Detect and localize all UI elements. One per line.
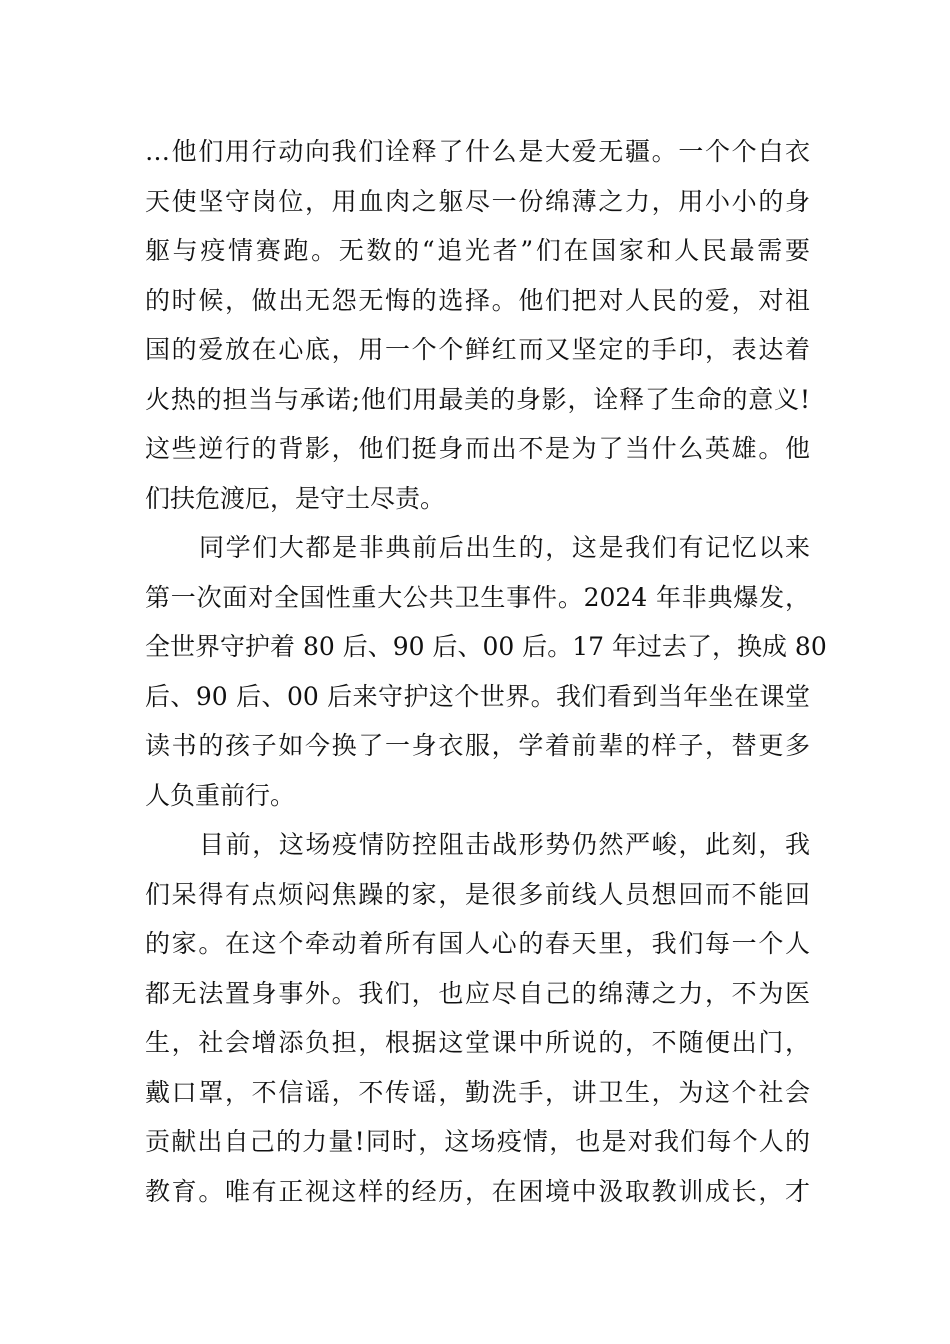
text-line: 同学们大都是非典前后出生的，这是我们有记忆以来 [199,533,810,562]
text-line: 都无法置身事外。我们，也应尽自己的绵薄之力，不为医 [145,978,810,1008]
body-text [145,127,827,1216]
text-line: 第一次面对全国性重大公共卫生事件。2024 年非典爆发， [145,582,810,612]
text-line: 们扶危渡厄，是守土尽责。 [145,483,446,513]
text-line: 们呆得有点烦闷焦躁的家，是很多前线人员想回而不能回 [145,879,810,909]
text-line: 躯与疫情赛跑。无数的“追光者”们在国家和人民最需要 [145,236,810,265]
text-line: 生，社会增添负担，根据这堂课中所说的，不随便出门， [145,1028,810,1057]
text-line: …他们用行动向我们诠释了什么是大爱无疆。一个个白衣 [145,137,810,166]
text-line: 贡献出自己的力量!同时，这场疫情，也是对我们每个人的 [145,1127,810,1156]
text-line: 国的爱放在心底，用一个个鲜红而又坚定的手印，表达着 [145,335,810,364]
text-line: 读书的孩子如今换了一身衣服，学着前辈的样子，替更多 [145,731,810,760]
text-line: 的家。在这个牵动着所有国人心的春天里，我们每一个人 [145,929,810,958]
text-line: 的时候，做出无怨无悔的选择。他们把对人民的爱，对祖 [145,285,810,315]
text-line: 这些逆行的背影，他们挺身而出不是为了当什么英雄。他 [145,434,810,463]
text-line: 天使坚守岗位，用血肉之躯尽一份绵薄之力，用小小的身 [145,186,810,216]
text-line: 人负重前行。 [145,780,296,810]
text-line: 后、90 后、00 后来守护这个世界。我们看到当年坐在课堂 [145,681,810,711]
text-line: 教育。唯有正视这样的经历，在困境中汲取教训成长，才 [145,1176,810,1206]
text-line: 戴口罩，不信谣，不传谣，勤洗手，讲卫生，为这个社会 [145,1077,810,1107]
text-line: 火热的担当与承诺;他们用最美的身影，诠释了生命的意义! [145,384,810,414]
text-line: 全世界守护着 80 后、90 后、00 后。17 年过去了，换成 80 [145,632,827,661]
text-line: 目前，这场疫情防控阻击战形势仍然严峻，此刻，我 [199,830,810,859]
